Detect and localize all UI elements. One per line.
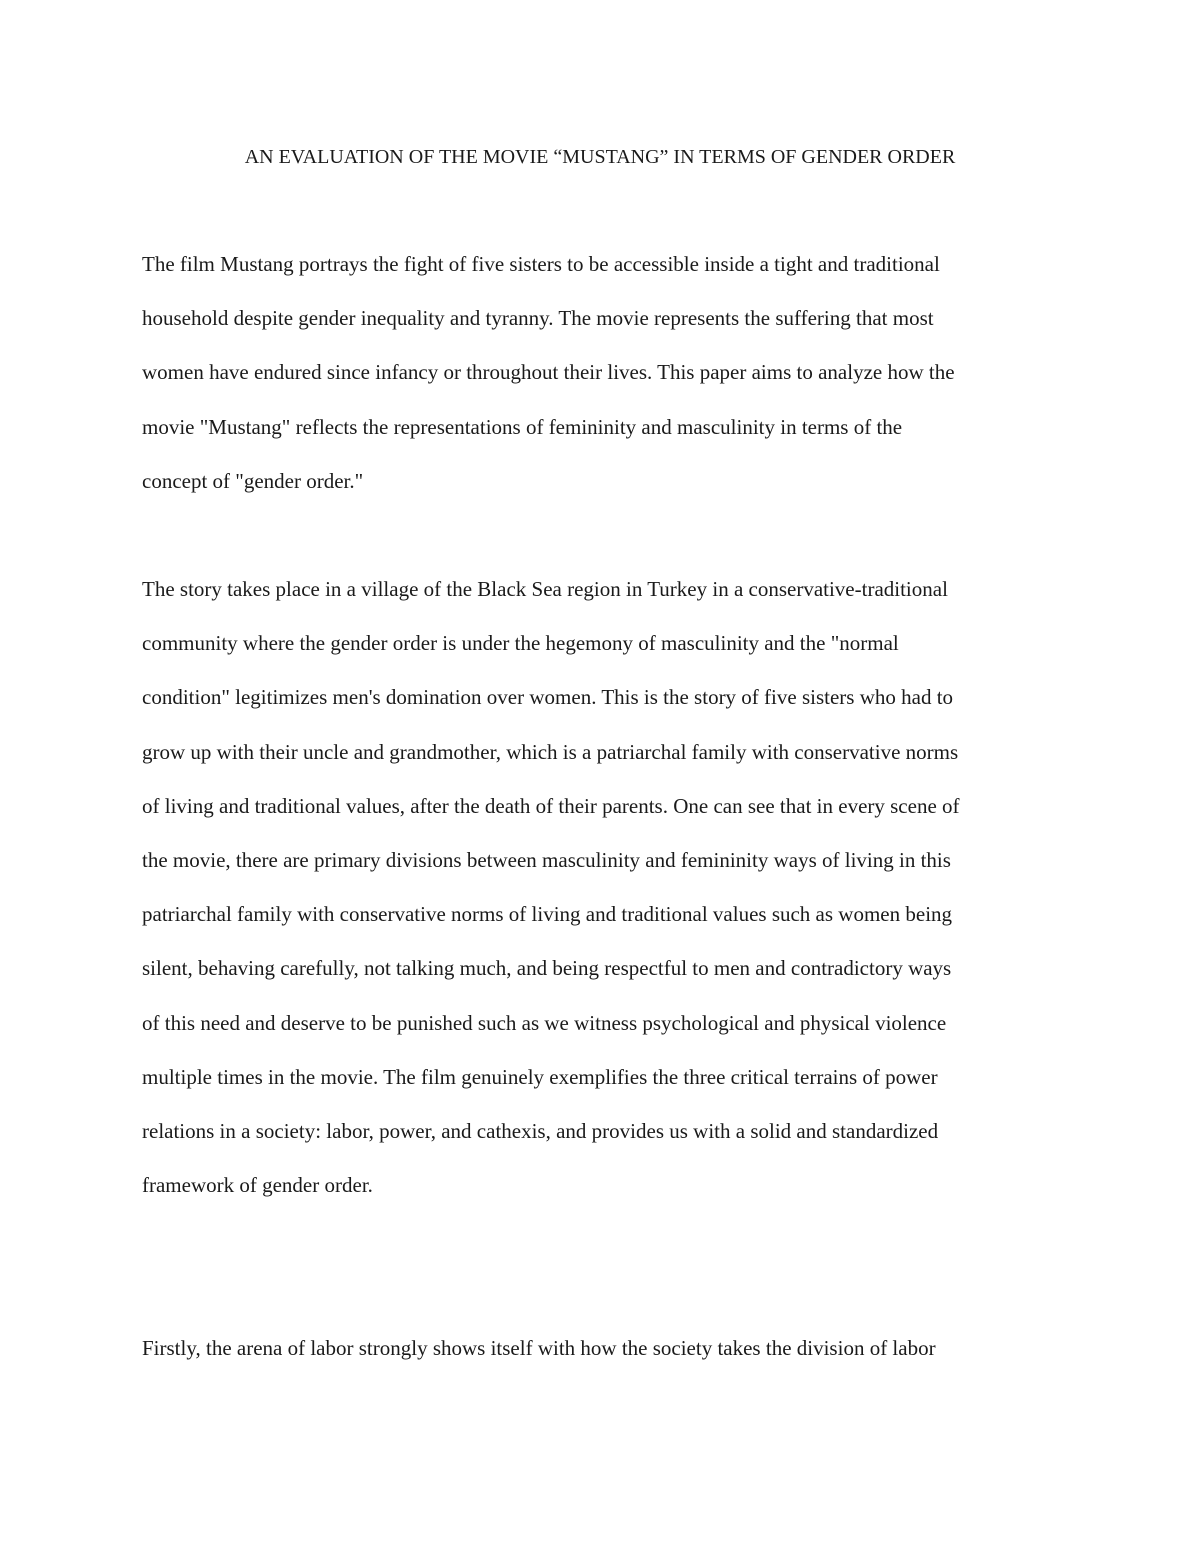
- paragraph-line: of this need and deserve to be punished such as we witness psychological and physical violence: [142, 1010, 947, 1035]
- paragraph-line: silent, behaving carefully, not talking much, and being respectful to men and contradictory ways: [142, 956, 952, 981]
- paragraph-line: household despite gender inequality and tyranny. The movie represents the suffering that most: [142, 306, 934, 331]
- paragraph-line: multiple times in the movie. The film genuinely exemplifies the three critical terrains of power: [142, 1064, 938, 1089]
- paragraph-labor: [142, 1321, 1082, 1375]
- paragraph-line: The film Mustang portrays the fight of five sisters to be accessible inside a tight and traditional: [142, 252, 940, 276]
- paragraph-line: framework of gender order.: [142, 1173, 373, 1198]
- paragraph-line: of living and traditional values, after the death of their parents. One can see that in every scene of: [142, 793, 960, 818]
- paragraph-line: concept of "gender order.": [142, 468, 364, 493]
- paragraph-story: [142, 562, 1082, 1212]
- paragraph-line: women have endured since infancy or throughout their lives. This paper aims to analyze how the: [142, 360, 955, 385]
- paragraph-line: condition" legitimizes men's domination over women. This is the story of five sisters who had to: [142, 685, 954, 710]
- paragraph-line: patriarchal family with conservative norms of living and traditional values such as women being: [142, 902, 953, 927]
- paragraph-line: The story takes place in a village of the Black Sea region in Turkey in a conservative-traditional: [142, 577, 948, 601]
- paragraph-introduction: [142, 237, 1082, 508]
- paragraph-line: Firstly, the arena of labor strongly shows itself with how the society takes the division of labor: [142, 1336, 936, 1360]
- paragraph-line: the movie, there are primary divisions between masculinity and femininity ways of living in this: [142, 847, 951, 872]
- document-title: AN EVALUATION OF THE MOVIE “MUSTANG” IN TERMS OF GENDER ORDER: [244, 146, 956, 168]
- paragraph-line: relations in a society: labor, power, and cathexis, and provides us with a solid and standardized: [142, 1118, 939, 1143]
- paragraph-line: movie "Mustang" reflects the representations of femininity and masculinity in terms of the: [142, 414, 903, 439]
- paragraph-line: community where the gender order is under the hegemony of masculinity and the "normal: [142, 631, 899, 656]
- paragraph-line: grow up with their uncle and grandmother, which is a patriarchal family with conservative norms: [142, 739, 959, 764]
